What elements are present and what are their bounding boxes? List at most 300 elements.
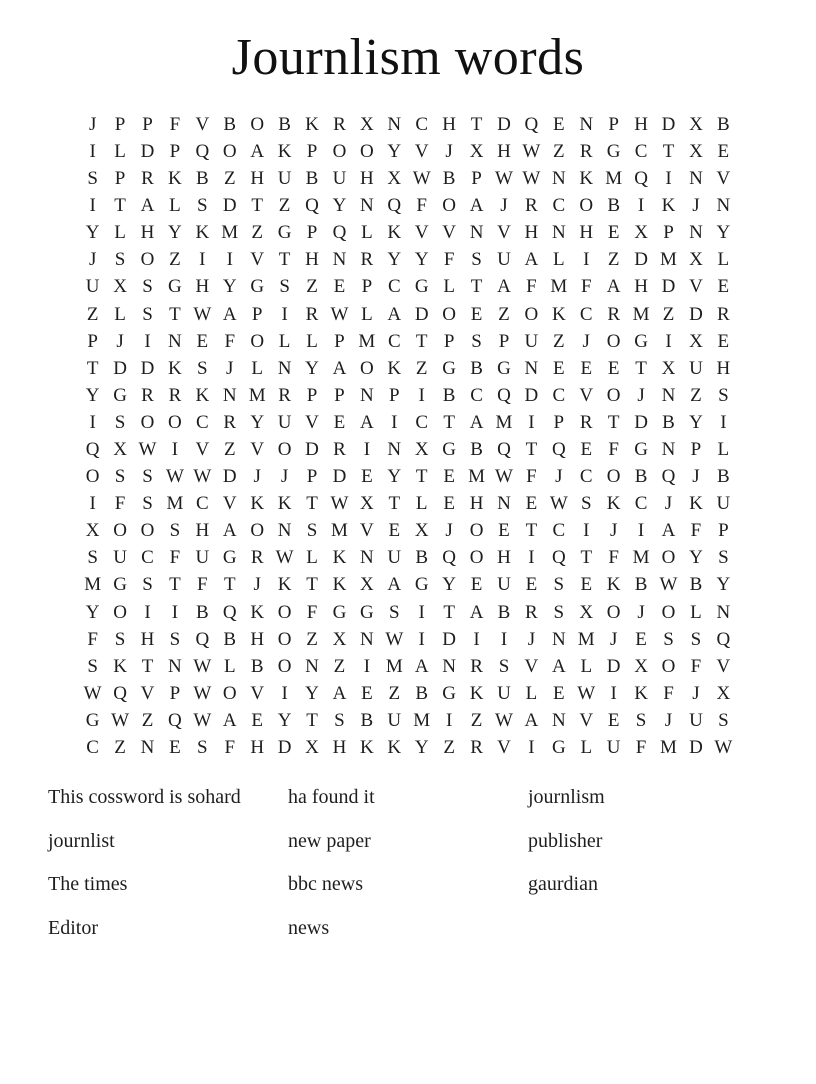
- grid-letter: S: [142, 303, 153, 325]
- grid-letter: I: [281, 303, 288, 325]
- grid-letter: P: [114, 168, 126, 190]
- grid-letter: Q: [85, 438, 100, 460]
- grid-letter: Y: [85, 222, 100, 244]
- grid-letter: N: [551, 709, 566, 731]
- grid-letter: O: [332, 140, 347, 162]
- grid-letter: E: [717, 140, 730, 162]
- grid-letter: Z: [306, 276, 318, 298]
- grid-letter: A: [387, 303, 402, 325]
- grid-letter: I: [418, 601, 425, 623]
- grid-letter: O: [469, 520, 484, 542]
- grid-letter: O: [606, 384, 621, 406]
- grid-letter: A: [332, 682, 347, 704]
- grid-letter: X: [387, 168, 402, 190]
- grid-letter: U: [387, 547, 402, 569]
- grid-letter: Z: [223, 438, 236, 460]
- grid-letter: D: [140, 357, 155, 379]
- grid-letter: X: [716, 682, 731, 704]
- grid-letter: E: [553, 113, 565, 135]
- grid-letter: R: [717, 303, 730, 325]
- grid-letter: J: [692, 466, 700, 488]
- grid-letter: Y: [305, 357, 319, 379]
- grid-letter: S: [334, 709, 345, 731]
- grid-letter: K: [195, 384, 210, 406]
- grid-letter: Z: [333, 655, 346, 677]
- grid-letter: A: [469, 601, 484, 623]
- grid-letter: V: [250, 682, 265, 704]
- grid-letter: A: [250, 140, 265, 162]
- grid-letter: D: [606, 655, 621, 677]
- grid-letter: Z: [223, 168, 236, 190]
- grid-letter: T: [388, 493, 401, 515]
- grid-letter: V: [195, 113, 210, 135]
- grid-letter: Z: [388, 682, 401, 704]
- grid-letter: A: [414, 655, 429, 677]
- grid-letter: T: [443, 601, 455, 623]
- grid-letter: S: [718, 547, 729, 569]
- grid-letter: F: [580, 276, 592, 298]
- grid-letter: K: [387, 737, 402, 758]
- grid-letter: J: [88, 249, 97, 271]
- grid-letter: X: [689, 113, 703, 135]
- grid-letter: B: [662, 411, 675, 433]
- word-list-item: ha found it: [288, 786, 375, 809]
- grid-letter: I: [528, 547, 535, 569]
- grid-letter: S: [142, 276, 153, 298]
- grid-letter: I: [199, 249, 206, 271]
- grid-letter: E: [717, 276, 730, 298]
- word-list-item: news: [288, 916, 330, 939]
- grid-letter: D: [414, 303, 429, 325]
- grid-letter: L: [251, 357, 263, 379]
- grid-letter: O: [85, 466, 100, 488]
- grid-letter: D: [634, 411, 648, 433]
- grid-letter: F: [526, 276, 537, 298]
- grid-letter: V: [579, 384, 594, 406]
- grid-letter: X: [113, 276, 127, 298]
- grid-letter: M: [413, 709, 431, 731]
- grid-letter: O: [140, 249, 155, 271]
- grid-letter: Y: [332, 195, 347, 217]
- word-list: [48, 783, 816, 957]
- grid-letter: E: [553, 357, 565, 379]
- grid-letter: O: [277, 438, 292, 460]
- grid-letter: X: [689, 249, 703, 271]
- grid-letter: C: [470, 384, 483, 406]
- grid-letter: I: [418, 628, 425, 650]
- grid-letter: B: [360, 709, 374, 731]
- grid-letter: I: [610, 682, 617, 704]
- grid-letter: P: [306, 466, 318, 488]
- grid-letter: T: [470, 276, 483, 298]
- grid-letter: O: [524, 303, 539, 325]
- grid-letter: F: [87, 628, 98, 650]
- grid-letter: U: [606, 737, 621, 758]
- grid-letter: E: [333, 411, 346, 433]
- grid-letter: M: [495, 411, 513, 433]
- grid-letter: H: [579, 222, 594, 244]
- grid-letter: H: [442, 113, 456, 135]
- grid-letter: R: [579, 140, 593, 162]
- grid-letter: G: [113, 574, 127, 596]
- grid-letter: M: [468, 466, 485, 488]
- grid-letter: S: [718, 384, 729, 406]
- grid-letter: E: [553, 682, 565, 704]
- grid-letter: K: [277, 140, 292, 162]
- grid-letter: G: [442, 357, 456, 379]
- grid-letter: V: [689, 276, 703, 298]
- grid-letter: K: [661, 195, 676, 217]
- grid-letter: N: [168, 330, 182, 352]
- grid-letter: P: [389, 384, 400, 406]
- grid-letter: P: [306, 140, 318, 162]
- grid-letter: P: [306, 384, 318, 406]
- grid-letter: H: [250, 628, 265, 650]
- grid-letter: W: [193, 655, 212, 677]
- grid-letter: C: [195, 493, 209, 515]
- grid-letter: C: [552, 384, 566, 406]
- grid-letter: L: [580, 655, 593, 677]
- grid-letter: W: [193, 303, 212, 325]
- grid-letter: H: [250, 168, 265, 190]
- grid-letter: E: [580, 357, 593, 379]
- grid-letter: G: [442, 438, 456, 460]
- grid-letter: N: [579, 113, 594, 135]
- grid-letter: M: [550, 276, 568, 298]
- grid-letter: X: [689, 140, 703, 162]
- grid-letter: S: [580, 493, 592, 515]
- grid-letter: V: [195, 438, 210, 460]
- grid-letter: P: [334, 330, 345, 352]
- grid-letter: Z: [443, 737, 455, 758]
- grid-letter: R: [579, 411, 593, 433]
- grid-letter: U: [497, 574, 511, 596]
- grid-letter: Q: [716, 628, 731, 650]
- grid-letter: P: [663, 222, 674, 244]
- grid-letter: E: [525, 574, 538, 596]
- grid-letter: G: [414, 276, 429, 298]
- grid-letter: Z: [690, 384, 702, 406]
- grid-letter: Z: [169, 249, 181, 271]
- grid-letter: M: [632, 547, 650, 569]
- grid-letter: I: [665, 330, 672, 352]
- grid-letter: E: [361, 682, 373, 704]
- grid-letter: G: [606, 140, 621, 162]
- grid-letter: T: [114, 195, 126, 217]
- grid-letter: L: [717, 249, 730, 271]
- word-list-item: journlism: [528, 786, 605, 809]
- grid-letter: F: [443, 249, 455, 271]
- grid-letter: R: [168, 384, 182, 406]
- grid-letter: E: [470, 574, 483, 596]
- grid-letter: H: [140, 222, 155, 244]
- grid-letter: T: [306, 574, 318, 596]
- grid-letter: P: [114, 113, 126, 135]
- grid-letter: O: [250, 330, 265, 352]
- word-list-item: new paper: [288, 829, 371, 852]
- grid-letter: H: [250, 737, 265, 758]
- grid-letter: J: [637, 384, 645, 406]
- grid-letter: Z: [470, 709, 483, 731]
- grid-letter: X: [360, 493, 374, 515]
- grid-letter: L: [553, 249, 565, 271]
- grid-letter: V: [414, 222, 429, 244]
- grid-letter: U: [85, 276, 100, 298]
- grid-letter: D: [332, 466, 347, 488]
- grid-letter: T: [141, 655, 154, 677]
- grid-letter: F: [690, 655, 702, 677]
- grid-letter: U: [689, 357, 703, 379]
- grid-letter: T: [525, 438, 538, 460]
- grid-letter: Q: [195, 140, 210, 162]
- grid-letter: W: [193, 466, 212, 488]
- grid-letter: K: [606, 574, 621, 596]
- grid-letter: B: [497, 601, 511, 623]
- grid-letter: Y: [414, 737, 429, 758]
- grid-letter: L: [580, 737, 593, 758]
- grid-letter: V: [305, 411, 319, 433]
- grid-letter: W: [412, 168, 431, 190]
- grid-letter: E: [607, 357, 620, 379]
- grid-letter: C: [415, 113, 429, 135]
- grid-letter: B: [607, 195, 620, 217]
- grid-letter: R: [305, 303, 319, 325]
- grid-letter: N: [140, 737, 155, 758]
- grid-letter: V: [442, 222, 456, 244]
- grid-letter: M: [660, 249, 677, 271]
- grid-letter: H: [497, 547, 511, 569]
- grid-letter: O: [250, 520, 265, 542]
- grid-letter: E: [196, 330, 209, 352]
- grid-letter: F: [306, 601, 318, 623]
- grid-letter: W: [275, 547, 294, 569]
- grid-letter: K: [168, 357, 182, 379]
- grid-letter: P: [142, 113, 153, 135]
- grid-letter: J: [637, 601, 645, 623]
- grid-letter: C: [415, 411, 429, 433]
- grid-letter: Y: [222, 276, 237, 298]
- grid-letter: R: [333, 113, 346, 135]
- grid-letter: P: [306, 222, 318, 244]
- grid-letter: A: [140, 195, 155, 217]
- grid-letter: M: [166, 493, 184, 515]
- grid-letter: J: [445, 140, 453, 162]
- word-list-column: [288, 783, 528, 957]
- grid-letter: Z: [114, 737, 126, 758]
- grid-letter: J: [692, 682, 700, 704]
- word-list-item: bbc news: [288, 873, 363, 896]
- grid-letter: E: [580, 438, 593, 460]
- grid-letter: M: [248, 384, 266, 406]
- grid-letter: G: [442, 682, 456, 704]
- grid-letter: E: [607, 222, 620, 244]
- grid-letter: S: [553, 601, 565, 623]
- grid-letter: B: [278, 113, 291, 135]
- grid-letter: B: [223, 628, 237, 650]
- grid-letter: I: [665, 168, 672, 190]
- grid-letter: Y: [387, 249, 402, 271]
- grid-letter: H: [305, 249, 319, 271]
- grid-letter: L: [306, 330, 318, 352]
- grid-letter: K: [332, 547, 347, 569]
- grid-letter: Q: [332, 222, 347, 244]
- grid-letter: X: [414, 520, 429, 542]
- grid-letter: S: [142, 466, 153, 488]
- grid-letter: Z: [553, 330, 565, 352]
- grid-letter: O: [579, 195, 594, 217]
- grid-letter: E: [361, 466, 373, 488]
- grid-letter: D: [113, 357, 127, 379]
- grid-letter: C: [579, 466, 593, 488]
- grid-letter: O: [140, 520, 155, 542]
- grid-letter: R: [250, 547, 264, 569]
- grid-letter: F: [416, 195, 427, 217]
- grid-letter: W: [577, 682, 596, 704]
- grid-letter: V: [716, 655, 731, 677]
- grid-letter: E: [635, 628, 647, 650]
- grid-letter: O: [661, 655, 676, 677]
- grid-letter: B: [250, 655, 264, 677]
- grid-letter: S: [471, 330, 482, 352]
- grid-letter: Y: [689, 411, 703, 433]
- grid-letter: Z: [662, 303, 675, 325]
- word-list-item: The times: [48, 873, 128, 896]
- grid-letter: A: [469, 411, 484, 433]
- grid-letter: O: [360, 140, 374, 162]
- grid-letter: E: [443, 493, 455, 515]
- grid-letter: U: [387, 709, 402, 731]
- grid-letter: I: [171, 601, 179, 623]
- grid-letter: O: [140, 411, 155, 433]
- grid-letter: F: [224, 330, 236, 352]
- grid-letter: I: [363, 655, 371, 677]
- grid-letter: N: [277, 357, 292, 379]
- grid-letter: Q: [551, 438, 566, 460]
- grid-letter: E: [607, 709, 620, 731]
- grid-letter: I: [89, 195, 96, 217]
- grid-letter: F: [635, 737, 647, 758]
- grid-letter: I: [144, 601, 151, 623]
- grid-letter: N: [524, 357, 539, 379]
- grid-letter: M: [632, 303, 650, 325]
- grid-letter: I: [528, 737, 535, 758]
- worksheet-page: [0, 28, 816, 1084]
- grid-letter: Z: [415, 357, 428, 379]
- grid-letter: G: [414, 574, 429, 596]
- grid-letter: S: [114, 628, 126, 650]
- grid-letter: Y: [277, 709, 292, 731]
- grid-letter: B: [470, 357, 483, 379]
- grid-letter: D: [661, 276, 676, 298]
- grid-letter: S: [690, 628, 702, 650]
- grid-letter: S: [87, 547, 98, 569]
- grid-letter: J: [527, 628, 536, 650]
- grid-letter: N: [661, 384, 676, 406]
- grid-letter: M: [577, 628, 595, 650]
- grid-letter: A: [606, 276, 621, 298]
- grid-letter: Q: [524, 113, 539, 135]
- grid-letter: C: [195, 411, 209, 433]
- grid-letter: Z: [141, 709, 154, 731]
- grid-letter: V: [497, 222, 511, 244]
- grid-letter: W: [193, 709, 212, 731]
- grid-letter: L: [690, 601, 702, 623]
- grid-letter: P: [251, 303, 263, 325]
- grid-letter: O: [113, 520, 127, 542]
- grid-letter: B: [442, 384, 456, 406]
- grid-letter: L: [443, 276, 455, 298]
- grid-letter: P: [361, 276, 373, 298]
- grid-letter: P: [498, 330, 510, 352]
- grid-letter: Q: [442, 547, 456, 569]
- grid-letter: J: [253, 466, 261, 488]
- grid-letter: D: [305, 438, 319, 460]
- page-title: Journlism words: [231, 29, 585, 86]
- grid-letter: F: [608, 438, 619, 460]
- grid-letter: I: [89, 140, 96, 162]
- grid-letter: D: [222, 195, 237, 217]
- grid-letter: R: [525, 195, 538, 217]
- grid-letter: J: [664, 709, 673, 731]
- grid-letter: M: [330, 520, 348, 542]
- grid-letter: I: [637, 195, 645, 217]
- grid-letter: K: [195, 222, 210, 244]
- grid-letter: C: [552, 195, 566, 217]
- grid-letter: O: [277, 601, 292, 623]
- grid-letter: I: [583, 249, 590, 271]
- grid-letter: P: [87, 330, 98, 352]
- grid-letter: C: [387, 276, 401, 298]
- grid-letter: V: [524, 655, 539, 677]
- word-list-item: gaurdian: [528, 873, 598, 896]
- grid-letter: B: [195, 168, 209, 190]
- grid-letter: V: [250, 249, 265, 271]
- grid-letter: P: [553, 411, 565, 433]
- grid-letter: A: [661, 520, 676, 542]
- grid-letter: Z: [498, 303, 510, 325]
- grid-letter: N: [168, 655, 182, 677]
- grid-letter: G: [277, 222, 292, 244]
- grid-letter: B: [415, 547, 429, 569]
- grid-letter: G: [332, 601, 347, 623]
- grid-letter: X: [469, 140, 484, 162]
- grid-letter: R: [141, 168, 154, 190]
- grid-letter: E: [470, 303, 483, 325]
- grid-letter: P: [169, 140, 181, 162]
- grid-letter: L: [223, 655, 236, 677]
- grid-letter: Y: [689, 547, 703, 569]
- grid-letter: X: [634, 655, 648, 677]
- grid-letter: E: [333, 276, 346, 298]
- grid-letter: S: [142, 574, 153, 596]
- grid-letter: K: [168, 168, 182, 190]
- grid-letter: S: [553, 574, 565, 596]
- grid-letter: H: [195, 520, 210, 542]
- grid-letter: C: [634, 140, 648, 162]
- grid-letter: X: [85, 520, 100, 542]
- grid-letter: N: [551, 628, 566, 650]
- grid-letter: G: [168, 276, 182, 298]
- grid-letter: S: [197, 195, 208, 217]
- grid-letter: Q: [551, 547, 566, 569]
- grid-letter: J: [226, 357, 234, 379]
- grid-letter: P: [471, 168, 482, 190]
- grid-letter: S: [142, 493, 153, 515]
- grid-letter: G: [360, 601, 374, 623]
- grid-letter: R: [141, 384, 154, 406]
- grid-letter: O: [661, 547, 676, 569]
- grid-letter: H: [634, 276, 648, 298]
